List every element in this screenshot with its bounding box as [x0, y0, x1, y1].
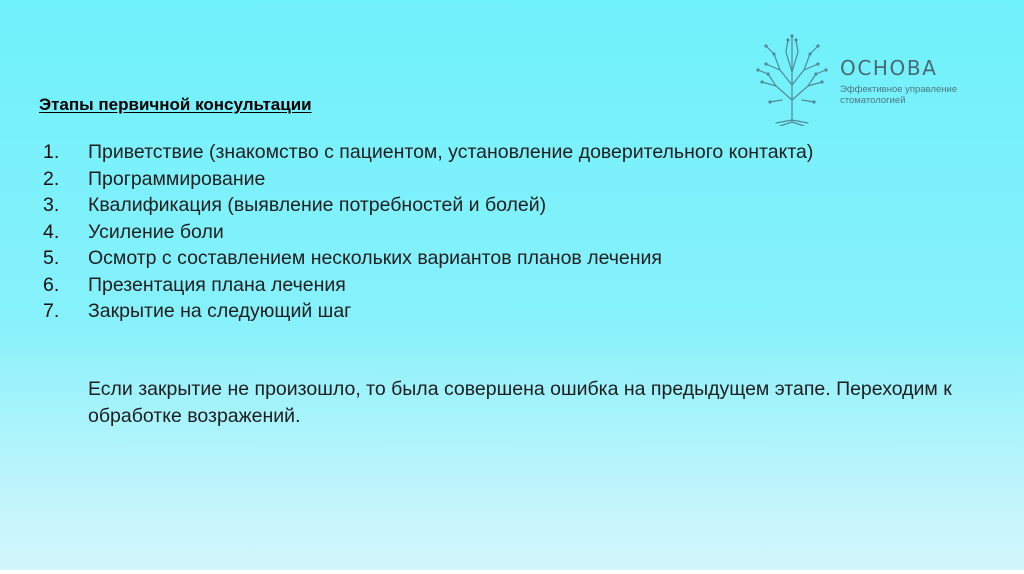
step-number: 4.	[43, 220, 60, 243]
step-number: 2.	[43, 167, 60, 190]
step-text: Закрытие на следующий шаг	[88, 300, 352, 322]
step-number: 7.	[43, 300, 60, 322]
list-item	[43, 298, 923, 325]
step-text: Программирование	[88, 167, 266, 190]
step-number: 6.	[43, 273, 60, 296]
logo-tagline: Эффективное управление стоматологией	[840, 84, 958, 106]
step-text: Квалификация (выявление потребностей и болей)	[88, 194, 547, 216]
step-text: Осмотр с составлением нескольких вариантов планов лечения	[88, 247, 662, 269]
step-number: 5.	[43, 247, 60, 269]
tree-logo-icon	[752, 30, 832, 126]
step-text: Приветствие (знакомство с пациентом, установление доверительного контакта)	[88, 141, 814, 163]
step-number: 3.	[43, 194, 60, 216]
slide-title: Этапы первичной консультации	[39, 95, 312, 114]
list-item	[43, 192, 923, 219]
step-text: Презентация плана лечения	[88, 273, 346, 296]
step-number: 1.	[43, 141, 60, 163]
logo	[752, 30, 982, 126]
list-item	[43, 272, 923, 299]
list-item	[43, 139, 923, 166]
logo-name: ОСНОВА	[840, 56, 938, 80]
list-item	[43, 245, 923, 272]
list-item	[43, 219, 923, 246]
list-item	[43, 166, 923, 193]
steps-list	[43, 139, 923, 325]
step-text: Усиление боли	[88, 220, 224, 243]
bottom-edge	[0, 570, 1024, 574]
note-paragraph: Если закрытие не произошло, то была совершена ошибка на предыдущем этапе. Переходим к обработке возражений.	[88, 378, 952, 427]
